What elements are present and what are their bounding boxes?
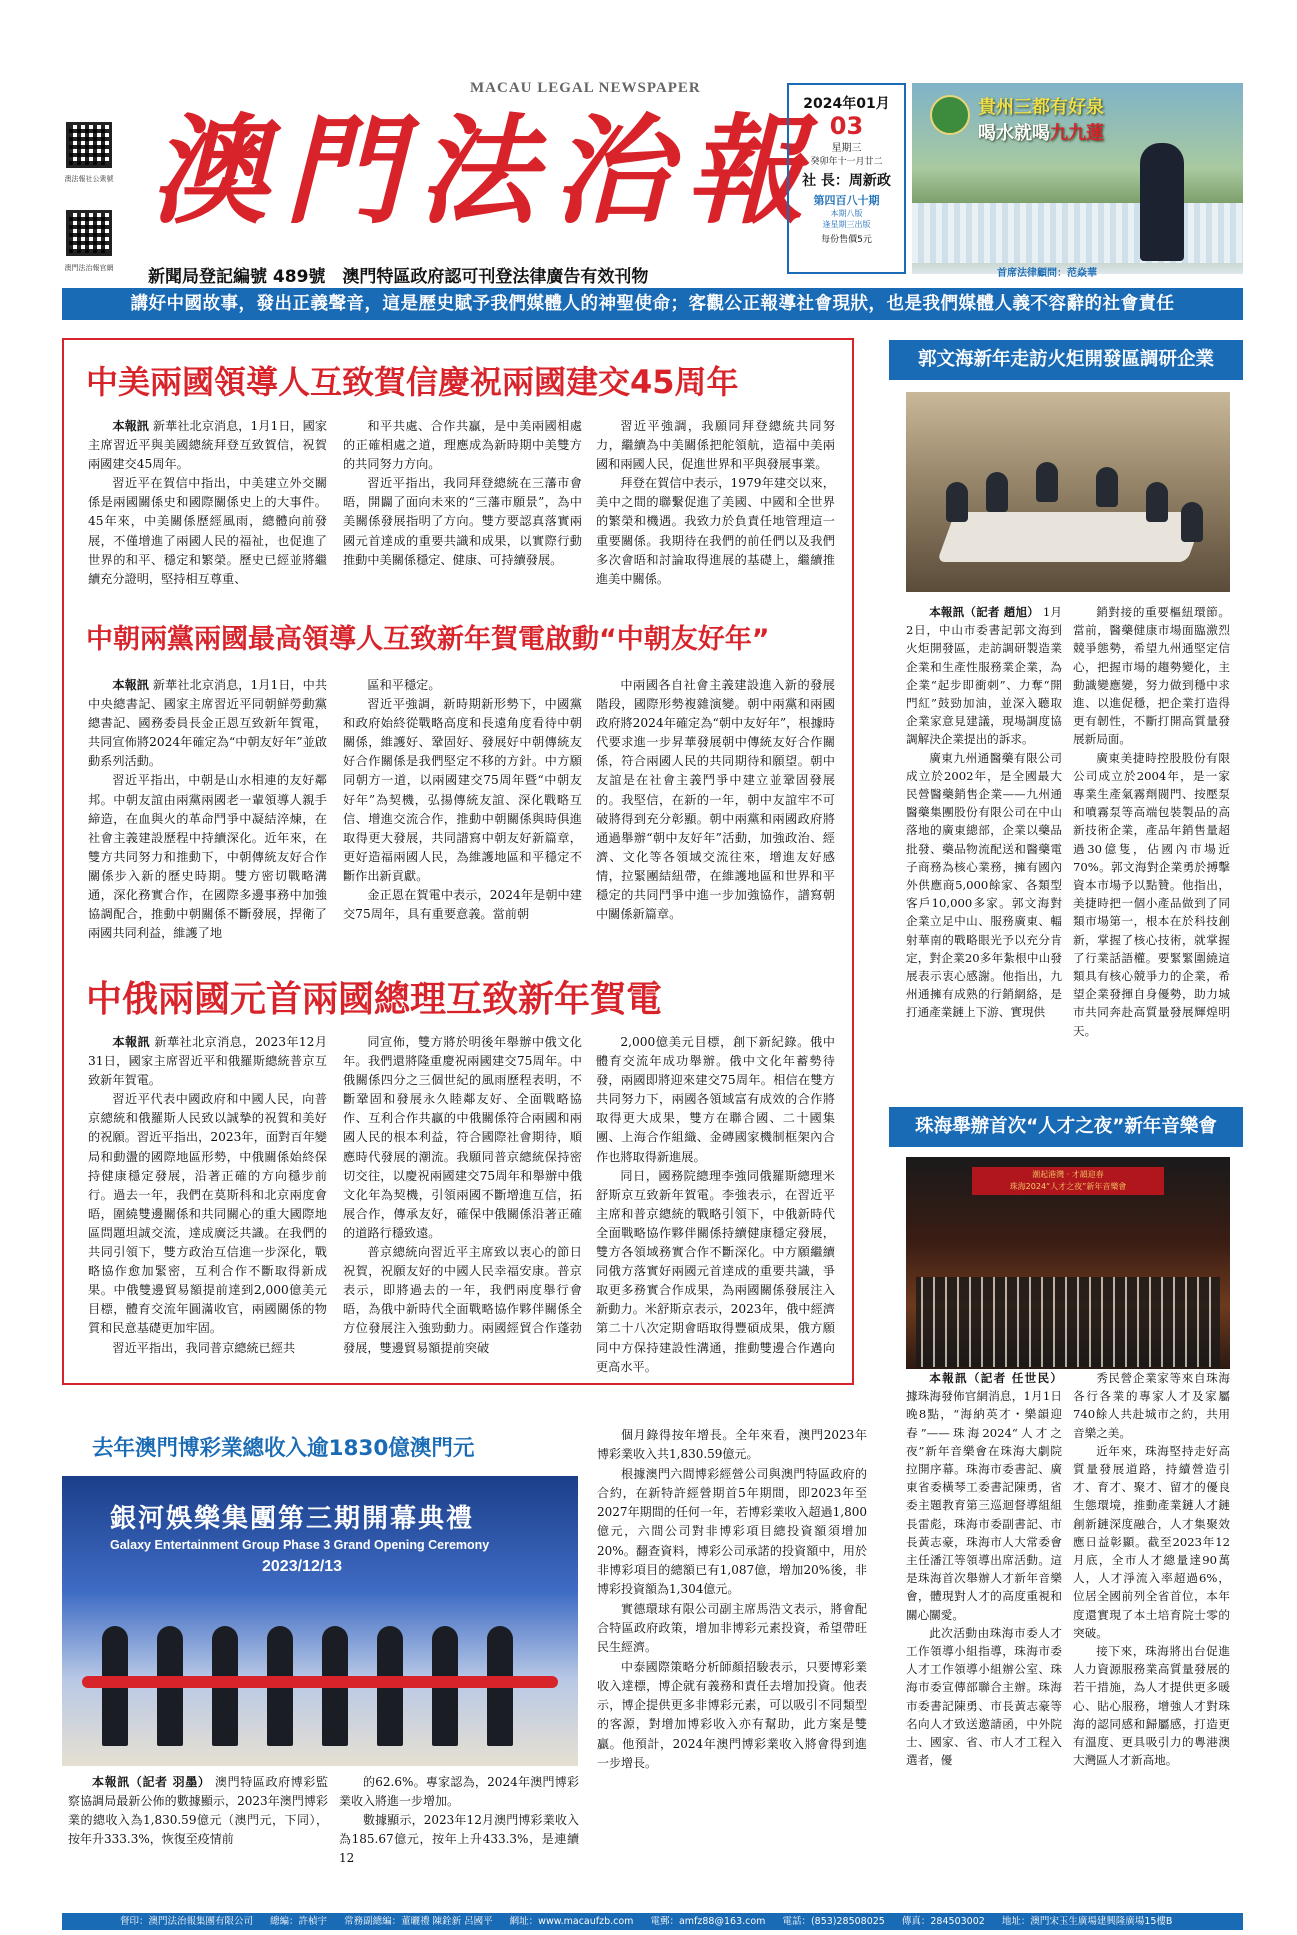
galaxy-ceremony-photo bbox=[62, 1476, 578, 1766]
footer-bar bbox=[62, 1913, 1243, 1930]
masthead-title: 澳門法治報 bbox=[150, 101, 821, 240]
side-article-1-column-1: 本報訊（記者 趙旭） 1月2日，中山市委書記郭文海到火炬開發區，走訪調研製造業企業和生產性服務業企業，為企業“起步即衝刺”、力奪“開門紅”鼓勁加油，並深入聽取企業家意見建議，現場調度協調解決企業提出的訴求。 廣東九州通醫藥有限公司成立於2002年，是全國最大民營醫藥銷售企業——九州通醫藥集團股份有限公司在中山落地的廣東總部，企業以藥品批發、藥品物流配送和醫藥電子商務為核心業務，擁有國內外供應商5,000餘家、各類型客戶10,000多家。郭文海對企業立足中山、服務廣東、輻射華南的戰略眼光予以充分肯定，對企業20多年紮根中山發展表示衷心感謝。他指出，九州通擁有成熟的行銷網絡，是打通產業鏈上下游、實現供 bbox=[906, 605, 1062, 1020]
qr-caption-wechat: 澳法報社公衆號 bbox=[64, 175, 114, 183]
attendee-figure bbox=[986, 472, 1008, 512]
footer-fax: 傳真：284503002 bbox=[901, 1916, 985, 1927]
date-year-month: 2024年01月 bbox=[803, 96, 890, 112]
footer-phone: 電話：(853)28508025 bbox=[782, 1916, 885, 1927]
article-1-column-1: 本報訊 新華社北京消息，1月1日，國家主席習近平與美國總統拜登互致賀信，祝賀兩國建交45周年。 習近平在賀信中指出，中美建立外交關係是兩國關係史和國際關係史上的大事件。45年來，中美關係歷經風雨，總體向前發展，不僅增進了兩國人民的福祉，也促進了世界的和平、穩定和繁榮。歷史已經並將繼續充分證明，堅持相互尊重、 bbox=[88, 419, 327, 586]
article-3-column-1: 本報訊 新華社北京消息，2023年12月31日，國家主席習近平和俄羅斯總統普京互致新年賀電。 習近平代表中國政府和中國人民，向普京總統和俄羅斯人民致以誠摯的祝賀和美好的祝願。習近平指出，2023年，面對百年變局和動盪的國際地區形勢，中俄關係始終保持健康穩定發展，沿著正確的方向穩步前行。過去一年，我們在莫斯科和北京兩度會晤，圍繞雙邊關係和共同關心的重大國際地區問題坦誠交流，達成廣泛共識。在我們的共同引領下，雙方政治互信進一步深化，戰略協作愈加緊密，互利合作不斷取得新成果。中俄雙邊貿易額提前達到2,000億美元目標，體育交流年圓滿收官，兩國關係的物質和民意基礎更加牢固。 習近平指出，我同普京總統已經共 bbox=[88, 1035, 327, 1355]
side-article-2-headline[interactable]: 珠海舉辦首次“人才之夜”新年音樂會 bbox=[889, 1107, 1243, 1147]
galaxy-banner-date: 2023/12/13 bbox=[262, 1558, 343, 1575]
bottom-article-column-3: 個月錄得按年增長。全年來看，澳門2023年博彩業收入共1,830.59億元。 根據澳門六間博彩經營公司與澳門特區政府的合約，在新特許經營期首5年期間，即2023年至2027年期間的任何一年，若博彩業收入超過1,800億元，六間公司對非博彩項目總投資額須增加20%。翻查資料，博彩公司承諾的投資額中，用於非博彩項目的總額已有1,087億，增加20%後，非博彩投資額為1,304億元。 實德環球有限公司副主席馬浩文表示，將會配合特區政府政策，增加非博彩元素投資，希望帶旺民生經濟。 中泰國際策略分析師顏招駿表示，只要博彩業收入達標，博企就有義務和責任去增加投資。他表示，博企提供更多非博彩元素，可以吸引不同類型的客源，對增加博彩收入亦有幫助，此方案是雙贏。他預計，2024年澳門博彩業收入將會得到進一步增長。 bbox=[597, 1428, 867, 1771]
galaxy-banner-english: Galaxy Entertainment Group Phase 3 Grand Opening Ceremony bbox=[110, 1538, 490, 1552]
date-day: 03 bbox=[829, 112, 864, 140]
concert-photo bbox=[906, 1157, 1230, 1369]
article-3-column-3: 2,000億美元目標，創下新紀錄。俄中體育交流年成功舉辦。俄中文化年蓄勢待發，兩國即將迎來建交75周年。相信在雙方共同努力下，兩國各領域富有成效的合作將取得更大成果，雙方在聯合國、二十國集團、上海合作組織、金磚國家機制框架內合作也將取得新進展。 同日，國務院總理李強同俄羅斯總理米舒斯京互致新年賀電。李強表示，在習近平主席和普京總統的戰略引領下，中俄新時代全面戰略協作夥伴關係持續健康穩定發展，雙方各領域務實合作不斷深化。中方願繼續同俄方落實好兩國元首達成的重要共識，爭取更多務實合作成果，為兩國關係發展注入新動力。米舒斯京表示，2023年，俄中經濟第二十八次定期會晤取得豐碩成果，俄方願同中方保持建設性溝通，推動雙邊合作邁向更高水平。 bbox=[596, 1035, 835, 1374]
orchestra-seating bbox=[916, 1277, 1220, 1367]
article-2-headline[interactable]: 中朝兩黨兩國最高領導人互致新年賀電啟動“中朝友好年” bbox=[86, 624, 770, 655]
article-2-column-2: 區和平穩定。 習近平強調，新時期新形勢下，中國黨和政府始終從戰略高度和長遠角度看待中朝關係，維護好、鞏固好、發展好中朝傳統友好合作關係是我們堅定不移的方針。中方願同朝方一道，以兩國建交75周年暨“中朝友好年”為契機，弘揚傳統友誼、深化戰略互信、增進交流合作，推動中朝關係與時俱進取得更大發展，共同譜寫中朝友好新篇章，更好造福兩國人民，為維護地區和平穩定不斷作出新貢獻。 金正恩在賀電中表示，2024年是朝中建交75周年，具有重要意義。當前朝 bbox=[343, 678, 582, 922]
galaxy-banner-chinese: 銀河娛樂集團第三期開幕典禮 bbox=[110, 1504, 475, 1534]
qr-code-wechat[interactable] bbox=[66, 122, 112, 168]
footer-address: 地址：澳門宋玉生廣場建興隆廣場15樓B bbox=[1001, 1916, 1173, 1927]
ad-title: 貴州三都有好泉 bbox=[978, 97, 1104, 118]
date-box bbox=[787, 83, 906, 274]
footer-email[interactable]: 電郵：amfz88@163.com bbox=[650, 1916, 766, 1927]
legal-advisor: 首席法律顧問：范焱華 bbox=[997, 268, 1097, 279]
bottom-article-headline[interactable]: 去年澳門博彩業總收入逾1830億澳門元 bbox=[92, 1436, 475, 1461]
footer-editor: 總編：許楨宇 bbox=[270, 1916, 328, 1927]
ad-subtitle: 喝水就喝九九蓮 bbox=[978, 123, 1104, 144]
publishing-schedule: 逢星期三出版 bbox=[822, 220, 871, 230]
ad-logo-icon bbox=[930, 95, 970, 135]
edition-pages: 本期八版 bbox=[830, 209, 863, 219]
article-1-headline[interactable]: 中美兩國領導人互致賀信慶祝兩國建交45周年 bbox=[86, 363, 739, 401]
ceremony-ribbon bbox=[82, 1676, 558, 1688]
bottom-article-column-2: 的62.6%。專家認為，2024年澳門博彩業收入將進一步增加。 數據顯示，2023年12月澳門博彩業收入為185.67億元，按年上升433.3%，是連續12 bbox=[339, 1775, 579, 1865]
qr-code-website[interactable] bbox=[66, 210, 112, 256]
attendee-figure bbox=[1096, 467, 1118, 507]
meeting-photo bbox=[906, 392, 1230, 592]
attendee-figure bbox=[1146, 482, 1168, 522]
masthead-english-name: MACAU LEGAL NEWSPAPER bbox=[470, 80, 701, 96]
article-3-column-2: 同宣佈，雙方將於明後年舉辦中俄文化年。我們還將隆重慶祝兩國建交75周年。中俄關係四分之三個世紀的風雨歷程表明，不斷鞏固和發展永久睦鄰友好、全面戰略協作、互利合作共贏的中俄關係符合兩國和兩國人民的根本利益，符合國際社會期待，順應時代發展的潮流。我願同普京總統保持密切交往，以慶祝兩國建交75周年和舉辦中俄文化年為契機，引領兩國不斷增進互信，拓展合作，傳承友好，確保中俄關係沿著正確的道路行穩致遠。 普京總統向習近平主席致以衷心的節日祝賀，祝願友好的中國人民幸福安康。普京表示，即將過去的一年，我們兩度舉行會晤，為俄中新時代全面戰略協作夥伴關係全方位發展注入強勁動力。兩國經貿合作蓬勃發展，雙邊貿易額提前突破 bbox=[343, 1035, 582, 1355]
footer-publisher: 督印：澳門法治報集團有限公司 bbox=[120, 1916, 254, 1927]
chief-editor: 社 長：周新政 bbox=[802, 173, 891, 190]
qr-caption-website: 澳門法治報官網 bbox=[64, 264, 114, 272]
ad-model-image bbox=[1140, 143, 1184, 261]
bottom-article-column-1: 本報訊（記者 羽墨） 澳門特區政府博彩監察協調局最新公佈的數據顯示，2023年澳門博彩業的總收入為1,830.59億元（澳門元，下同），按年升333.3%，恢復至疫情前 bbox=[68, 1775, 328, 1846]
article-1-column-3: 習近平強調，我願同拜登總統共同努力，繼續為中美關係把舵領航，造福中美兩國和兩國人民，促進世界和平與發展事業。 拜登在賀信中表示，1979年建交以來，美中之間的聯繫促進了美國、中國和全世界的繁榮和機遇。我致力於負責任地管理這一重要關係。我期待在我們的前任們以及我們多次會晤和討論取得進展的基礎上，繼續推進美中關係。 bbox=[596, 419, 835, 586]
footer-website[interactable]: 網址：www.macaufzb.com bbox=[509, 1916, 634, 1927]
attendee-figure bbox=[1181, 502, 1203, 542]
side-article-1-headline[interactable]: 郭文海新年走訪火炬開發區調研企業 bbox=[889, 340, 1243, 380]
side-article-1-column-2: 銷對接的重要樞紐環節。當前，醫藥健康市場面臨激烈競爭態勢，希望九州通堅定信心，把握市場的趨勢變化，主動識變應變，努力做到穩中求進、以進促穩，把企業打造得更有韌性，不斷打開高質量發展新局面。 廣東美捷時控股股份有限公司成立於2004年，是一家專業生產氣霧劑閥門、按壓泵和噴霧泵等高端包裝製品的高新技術企業，產品年銷售量超過30億隻，佔國內市場近70%。郭文海對企業勇於搏擊資本市場予以點贊。他指出，美捷時把一個小產品做到了同類市場第一，根本在於科技創新，掌握了核心技術，就掌握了行業話語權。要緊緊圍繞這類具有核心競爭力的企業，希望企業發揮自身優勢，助力城市共同奔赴高質量發展輝煌明天。 bbox=[1073, 605, 1230, 1038]
issue-number: 第四百八十期 bbox=[813, 194, 880, 208]
article-2-column-1: 本報訊 新華社北京消息，1月1日，中共中央總書記、國家主席習近平同朝鮮勞動黨總書記、國務委員長金正恩互致新年賀電，共同宣佈將2024年確定為“中朝友好年”並啟動系列活動。 習近平指出，中朝是山水相連的友好鄰邦。中朝友誼由兩黨兩國老一輩領導人親手締造，在血與火的革命鬥爭中凝結淬煉，在社會主義建設歷程中持續深化。近年來，在雙方共同努力和推動下，中朝傳統友好合作關係步入新的歷史時期。雙方密切戰略溝通，深化務實合作，在國際多邊事務中加強協調配合，推動中朝關係不斷發展，捍衛了兩國共同利益，維護了地 bbox=[88, 678, 327, 941]
registration-line: 新聞局登記編號 489號 澳門特區政府認可刊登法律廣告有效刊物 bbox=[148, 267, 649, 287]
footer-deputy: 常務副總編：董曬禮 陳銓新 呂國平 bbox=[344, 1916, 493, 1927]
attendee-figure bbox=[1036, 462, 1058, 502]
issue-price: 每份售價5元 bbox=[821, 235, 872, 246]
attendee-figure bbox=[946, 482, 968, 522]
side-article-2-column-1: 本報訊（記者 任世民） 據珠海發佈官網消息，1月1日晚8點，“海納英才・樂韻迎春”——珠海2024“人才之夜”新年音樂會在珠海大劇院拉開序幕。珠海市委書記、廣東省委橫琴工委書記陳勇，省委主題教育第三巡迴督導組組長雷彪，珠海市委副書記、市長黃志豪，珠海市人大常委會主任潘江等領導出席活動。這是珠海首次舉辦人才新年音樂會，體現對人才的高度重視和關心關愛。 此次活動由珠海市委人才工作領導小組指導，珠海市委人才工作領導小組辦公室、珠海市委宣傳部聯合主辦。珠海市委書記陳勇、市長黃志豪等名向人才致送邀請函，中外院士、國家、省、市人才工程入選者，優 bbox=[906, 1371, 1062, 1768]
motto-banner: 講好中國故事，發出正義聲音，這是歷史賦予我們媒體人的神聖使命；客觀公正報導社會現狀，也是我們媒體人義不容辭的社會責任 bbox=[62, 288, 1243, 320]
date-lunar: 癸卯年十一月廿二 bbox=[810, 157, 883, 168]
article-3-headline[interactable]: 中俄兩國元首兩國總理互致新年賀電 bbox=[86, 979, 663, 1020]
stage-banner-text: 潮起港灣 · 才韻迎春 珠海2024“人才之夜”新年音樂會 bbox=[1009, 1170, 1127, 1191]
ad-waterfall-image bbox=[912, 203, 1243, 263]
date-weekday: 星期三 bbox=[831, 143, 862, 155]
article-2-column-3: 中兩國各自社會主義建設進入新的發展階段，國際形勢複雜演變。朝中兩黨和兩國政府將2024年確定為“朝中友好年”，根據時代要求進一步昇華發展朝中傳統友好合作關係，符合兩國人民的共同期待和願望。朝中友誼是在社會主義鬥爭中建立並鞏固發展的。我堅信，在新的一年，朝中友誼牢不可破將得到充分彰顯。朝中兩黨和兩國政府將通過舉辦“朝中友好年”活動，加強政治、經濟、文化等各領域交流往來，增進友好感情，拉緊團結紐帶，在維護地區和世界和平穩定的共同鬥爭中進一步加強協作，譜寫朝中關係新篇章。 bbox=[596, 678, 835, 922]
article-1-column-2: 和平共處、合作共贏，是中美兩國相處的正確相處之道，理應成為新時期中美雙方的共同努力方向。 習近平指出，我同拜登總統在三藩市會晤，開闢了面向未來的“三藩市願景”，為中美關係發展指明了方向。雙方要認真落實兩國元首達成的重要共識和成果，以實際行動推動中美關係穩定、健康、可持續發展。 bbox=[343, 419, 582, 567]
side-article-2-column-2: 秀民營企業家等來自珠海各行各業的專家人才及家屬740餘人共赴城市之約，共用音樂之美。 近年來，珠海堅持走好高質量發展道路，持續營造引才、育才、聚才、留才的優良生態環境，推動產業鏈人才鏈創新鏈深度融合，人才集聚效應日益彰顯。截至2023年12月底，全市人才總量達90萬人，人才淨流入率超過6%，位居全國前列全省首位，本年度還實現了本土培育院士零的突破。 接下來，珠海將出台促進人力資源服務業高質量發展的若干措施，為人才提供更多暖心、貼心服務，增強人才對珠海的認同感和歸屬感，打造更有溫度、更具吸引力的粵港澳大灣區人才新高地。 bbox=[1073, 1371, 1230, 1768]
advertisement-banner[interactable] bbox=[912, 83, 1243, 274]
